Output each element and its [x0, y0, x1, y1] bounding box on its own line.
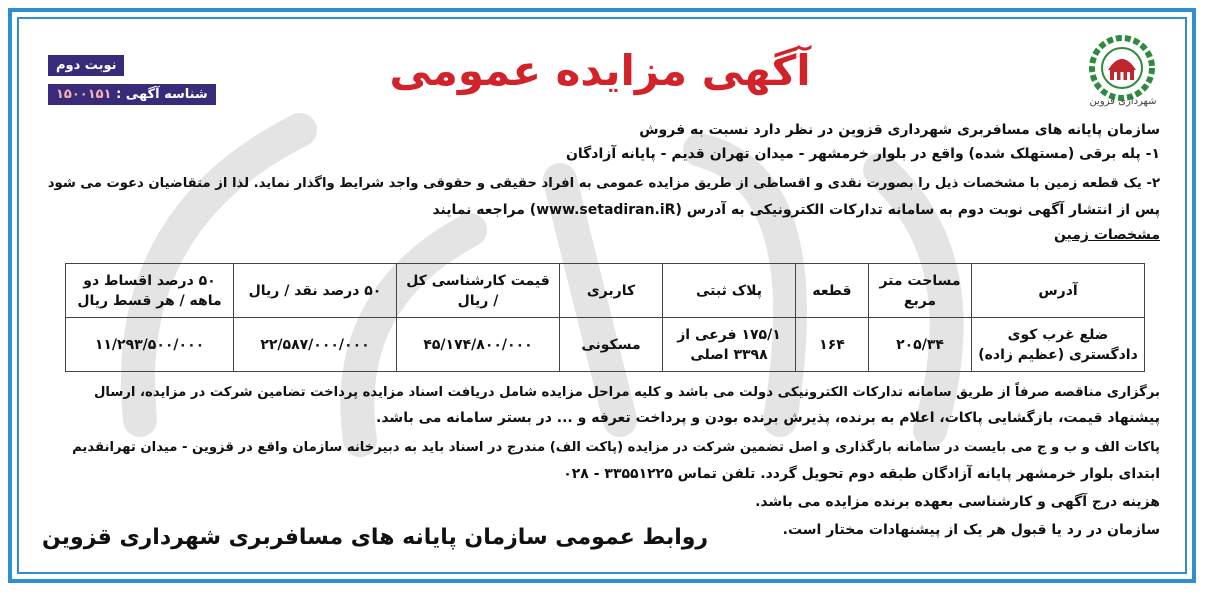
footer-signature: روابط عمومی سازمان پایانه های مسافربری شهرداری قزوین — [42, 525, 709, 550]
body-paragraph-4: ابتدای بلوار خرمشهر پایانه آزادگان طبقه دوم تحویل گردد. تلفن تماس ۳۳۵۵۱۲۲۵ - ۰۲۸ — [563, 466, 1160, 482]
col-area: مساحت متر مربع — [869, 264, 972, 318]
ad-id-badge — [48, 84, 216, 105]
logo-caption: شهرداری قزوین — [1089, 96, 1157, 107]
table-row — [66, 318, 1145, 372]
cell-area: ۲۰۵/۳۴ — [869, 318, 972, 372]
col-plate: پلاک ثبتی — [663, 264, 796, 318]
intro-line-2: ۱- پله برقی (مستهلک شده) واقع در بلوار خرمشهر - میدان تهران قدیم - پایانه آزادگان — [565, 146, 1160, 162]
col-address: آدرس — [972, 264, 1145, 318]
cell-plate: ۱۷۵/۱ فرعی از ۳۳۹۸ اصلی — [663, 318, 796, 372]
body-paragraph-2: پیشنهاد قیمت، بازگشایی پاکات، اعلام به برنده، پذیرش برنده بودن و پرداخت تعرفه و ... در بستر سامانه می باشد. — [376, 410, 1160, 426]
ad-title: آگهی مزایده عمومی — [389, 46, 811, 95]
land-spec-title: مشخصات زمین — [1053, 227, 1160, 243]
col-cash: ۵۰ درصد نقد / ریال — [234, 264, 397, 318]
land-specs-table — [65, 263, 1145, 372]
intro-line-4: پس از انتشار آگهی نوبت دوم به سامانه تدارکات الکترونیکی به آدرس (www.setadiran.iR) مراجعه نمایند — [432, 202, 1160, 218]
ad-id-label: شناسه آگهی : — [116, 87, 208, 102]
col-parcel: قطعه — [796, 264, 869, 318]
intro-line-1: سازمان پایانه های مسافربری شهرداری قزوین در نظر دارد نسبت به فروش — [639, 122, 1160, 138]
cell-usage: مسکونی — [560, 318, 663, 372]
body-paragraph-5: هزینه درج آگهی و کارشناسی بعهده برنده مزایده می باشد. — [755, 494, 1160, 510]
cell-parcel: ۱۶۴ — [796, 318, 869, 372]
cell-installment: ۱۱/۲۹۳/۵۰۰/۰۰۰ — [66, 318, 234, 372]
body-paragraph-1: برگزاری مناقصه صرفاً از طریق سامانه تدارکات الکترونیکی دولت می باشد و کلیه مراحل مزایده شامل دریافت اسناد مزایده پرداخت تضامین شرکت در مزایده، ارسال — [93, 385, 1160, 400]
cell-cash: ۲۲/۵۸۷/۰۰۰/۰۰۰ — [234, 318, 397, 372]
cell-address: ضلع غرب کوی دادگستری (عظیم زاده) — [972, 318, 1145, 372]
col-installment: ۵۰ درصد اقساط دو ماهه / هر قسط ریال — [66, 264, 234, 318]
col-usage: کاربری — [560, 264, 663, 318]
col-price: قیمت کارشناسی کل / ریال — [397, 264, 560, 318]
body-paragraph-6: سازمان در رد یا قبول هر یک از پیشنهادات مختار است. — [782, 522, 1160, 538]
cell-price: ۴۵/۱۷۴/۸۰۰/۰۰۰ — [397, 318, 560, 372]
body-paragraph-3: پاکات الف و ب و ج می بایست در سامانه بارگذاری و اصل تضمین شرکت در مزایده (پاکت الف) مندرج در اسناد باید به دبیرخانه سازمان واقع در قزوین - میدان تهرانقدیم — [72, 440, 1160, 455]
intro-line-3: ۲- یک قطعه زمین با مشخصات ذیل را بصورت نقدی و اقساطی از طریق مزایده عمومی به افراد حقیقی و حقوقی واجد شرایط واگذار نماید. لذا از متقاضیان دعوت می شود — [47, 176, 1160, 191]
ad-id-value: ۱۵۰۰۱۵۱ — [56, 87, 112, 102]
table-header-row — [66, 264, 1145, 318]
turn-badge: نوبت دوم — [48, 55, 124, 76]
